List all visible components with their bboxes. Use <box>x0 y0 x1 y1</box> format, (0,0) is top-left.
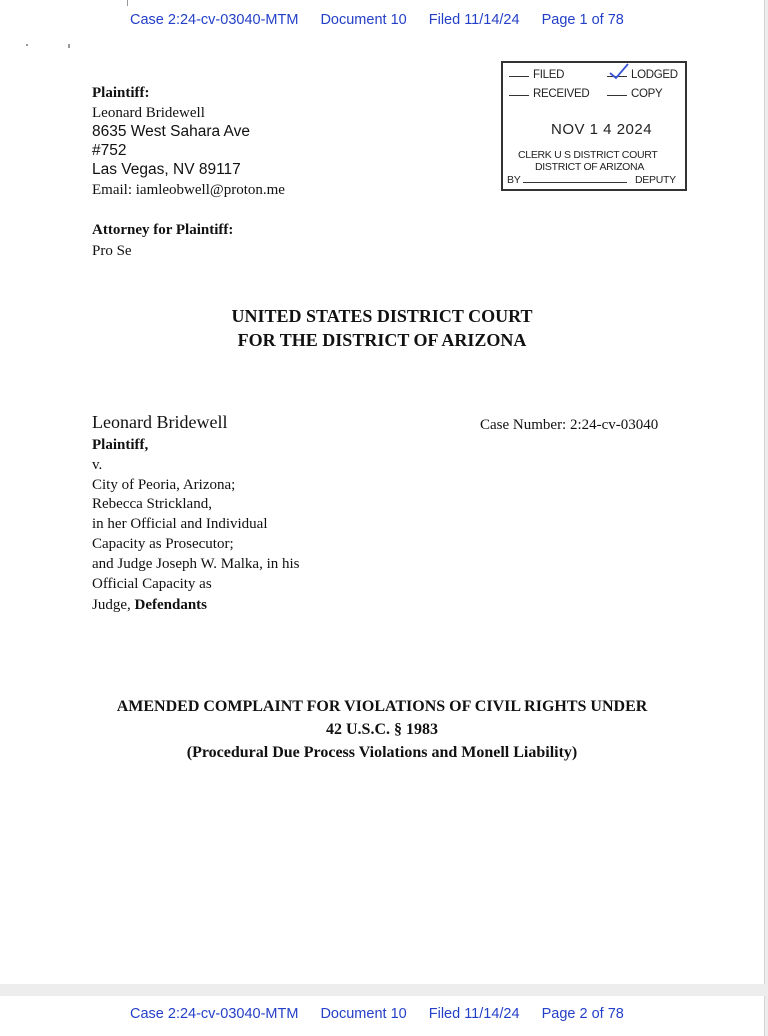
caption-defendant-line1: City of Peoria, Arizona; <box>92 477 236 493</box>
caption-defendants-label: Defendants <box>134 597 208 613</box>
checkmark-icon <box>607 63 631 81</box>
plaintiff-address-line1: 8635 West Sahara Ave <box>92 123 250 140</box>
stamp-deputy: DEPUTY <box>635 174 676 186</box>
page2-header-document: Document 10 <box>320 1006 407 1022</box>
plaintiff-city-state-zip: Las Vegas, NV 89117 <box>92 161 241 178</box>
caption-versus: v. <box>92 457 103 473</box>
header-document: Document 10 <box>320 12 407 28</box>
caption-defendant-line5: and Judge Joseph W. Malka, in his <box>92 556 300 572</box>
page2-header-case-number: Case 2:24-cv-03040-MTM <box>130 1006 299 1022</box>
page2-header <box>130 1006 624 1022</box>
plaintiff-address-line2: #752 <box>92 142 127 159</box>
stamp-received: RECEIVED <box>533 88 590 100</box>
complaint-title-line1: AMENDED COMPLAINT FOR VIOLATIONS OF CIVIL RIGHTS UNDER <box>116 698 648 715</box>
caption-plaintiff-role: Plaintiff, <box>92 437 149 453</box>
plaintiff-name: Leonard Bridewell <box>92 105 205 121</box>
court-filing-stamp <box>501 61 687 191</box>
complaint-title-line2: 42 U.S.C. § 1983 <box>325 721 438 738</box>
court-title-line1: UNITED STATES DISTRICT COURT <box>231 306 533 326</box>
stamp-lodged: LODGED <box>631 69 678 81</box>
scan-speck <box>127 0 128 6</box>
stamp-clerk-line2: DISTRICT OF ARIZONA <box>535 161 645 173</box>
complaint-title-line3: (Procedural Due Process Violations and Monell Liability) <box>186 744 578 761</box>
page-header <box>130 12 624 28</box>
caption-defendant-line3: in her Official and Individual <box>92 516 268 532</box>
caption-defendant-line6: Official Capacity as <box>92 576 212 592</box>
caption-defendant-line2: Rebecca Strickland, <box>92 496 212 512</box>
scan-speck <box>68 44 70 48</box>
caption-defendant-line7: Judge, Defendants <box>92 597 208 613</box>
stamp-copy: COPY <box>631 88 663 100</box>
document-page-2-top <box>0 996 765 1036</box>
scan-speck <box>26 44 28 46</box>
header-case-number: Case 2:24-cv-03040-MTM <box>130 12 299 28</box>
stamp-filed: FILED <box>533 69 565 81</box>
stamp-by: BY <box>507 174 521 186</box>
stamp-date: NOV 1 4 2024 <box>551 121 653 138</box>
plaintiff-email: Email: iamleobwell@proton.me <box>92 182 285 198</box>
caption-case-number: Case Number: 2:24-cv-03040 <box>480 417 659 433</box>
attorney-value: Pro Se <box>92 243 132 259</box>
page2-header-page-number: Page 2 of 78 <box>541 1006 624 1022</box>
header-filed-date: Filed 11/14/24 <box>428 12 520 28</box>
attorney-label: Attorney for Plaintiff: <box>92 222 234 238</box>
court-title-line2: FOR THE DISTRICT OF ARIZONA <box>237 330 527 350</box>
plaintiff-label: Plaintiff: <box>92 85 150 101</box>
stamp-deputy-line <box>523 182 627 183</box>
caption-plaintiff-name: Leonard Bridewell <box>92 412 228 432</box>
page2-header-filed-date: Filed 11/14/24 <box>428 1006 520 1022</box>
stamp-clerk-line1: CLERK U S DISTRICT COURT <box>518 149 658 161</box>
header-page-number: Page 1 of 78 <box>541 12 624 28</box>
caption-defendant-line4: Capacity as Prosecutor; <box>92 536 234 552</box>
